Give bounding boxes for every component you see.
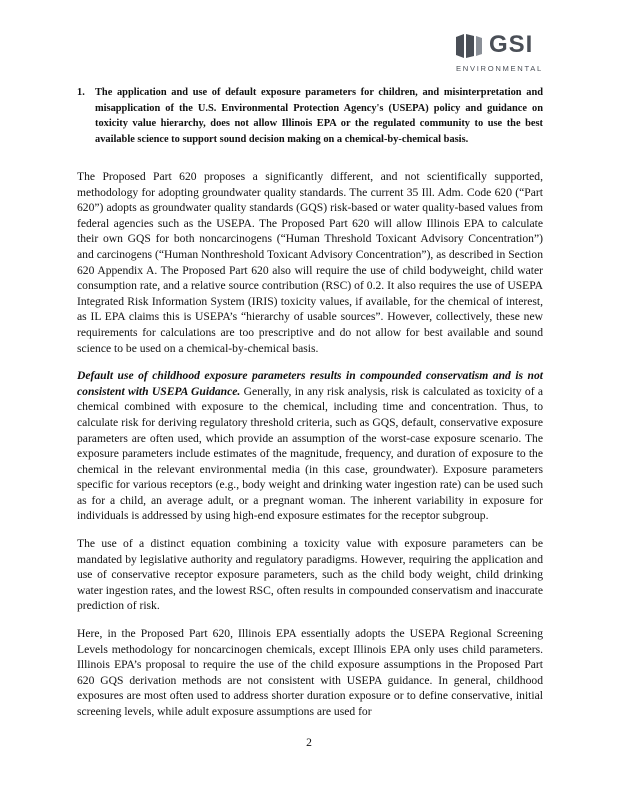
paragraph-text: Here, in the Proposed Part 620, Illinois EPA essentially adopts the USEPA Regional Screening Levels methodology for noncarcinogen chemicals, except Illinois EPA only uses child parameters. Illinois EPA’s proposal to require the use of the child exposure assumptions in the Proposed Part 620 GQS derivation methods are not consistent with USEPA guidance. In general, childhood exposures are most often used to address shorter duration exposure or to define conservative, initial screening levels, while adult exposure assumptions are used for: [77, 627, 543, 718]
logo-name: GSI: [489, 31, 534, 58]
paragraph-text: The Proposed Part 620 proposes a significantly different, and not scientifically supported, methodology for adopting groundwater quality standards. The current 35 Ill. Adm. Code 620 (“Part 620”) adopts as groundwater quality standards (GQS) risk-based or water quality-based values from federal agencies such as the USEPA. The Proposed Part 620 will allow Illinois EPA to calculate their own GQS for both noncarcinogens (“Human Threshold Toxicant Advisory Concentration”) and carcinogens (“Human Nonthreshold Toxicant Advisory Concentration”), as described in Section 620 Appendix A. The Proposed Part 620 also will require the use of child bodyweight, child water consumption rate, and a relative source contribution (RSC) of 0.2. It also requires the use of USEPA Integrated Risk Information System (IRIS) toxicity values, if available, for the chemical of interest, as IL EPA claims this is USEPA’s “hierarchy of usable sources”. However, collectively, these new requirements for calculations are too prescriptive and do not allow for best available and sound science to be used on a chemical-by-chemical basis.: [77, 170, 543, 355]
paragraph-lead-in: Default use of childhood exposure parameters results in compounded conservatism and is not consistent with USEPA Guidance.: [77, 369, 543, 398]
document-body: [77, 85, 543, 732]
gsi-logo-icon: [454, 33, 486, 59]
logo-subtitle: ENVIRONMENTAL: [456, 64, 543, 73]
paragraph-proposed-part-620: [77, 169, 543, 356]
page-number: 2: [306, 736, 312, 749]
paragraph-distinct-equation: [77, 536, 543, 614]
paragraph-illinois-epa: [77, 626, 543, 720]
paragraph-default-use: [77, 368, 543, 524]
paragraph-text: Generally, in any risk analysis, risk is calculated as toxicity of a chemical combined with exposure to the chemical, including time and concentration. Thus, to calculate risk for deriving regulatory threshold criteria, such as GQS, default, conservative exposure parameters are often used, which provide an assumption of the worst-case exposure scenario. The exposure parameters include estimates of the magnitude, frequency, and duration of exposure to the chemical in the relevant environmental media (in this case, groundwater). Exposure parameters specific for various receptors (e.g., body weight and drinking water ingestion rate) can be used such as for a child, an average adult, or a pregnant woman. The inherent variability in exposure for individuals is addressed by using high-end exposure estimates for the receptor subgroup.: [77, 384, 543, 523]
section-heading-text: The application and use of default exposure parameters for children, and misinterpretation and misapplication of the U.S. Environmental Protection Agency's (USEPA) policy and guidance on toxicity value hierarchy, does not allow Illinois EPA or the regulated community to use the best available science to support sound decision making on a chemical-by-chemical basis.: [95, 87, 543, 145]
company-logo: [454, 33, 558, 75]
paragraph-text: The use of a distinct equation combining a toxicity value with exposure parameters can be mandated by legislative authority and regulatory paradigms. However, requiring the application and use of conservative receptor exposure parameters, such as the child body weight, child drinking water ingestion rates, and the lowest RSC, often results in compounded conservatism and inaccurate prediction of risk.: [77, 537, 543, 613]
section-heading: [77, 85, 543, 147]
section-number: 1.: [77, 87, 85, 98]
